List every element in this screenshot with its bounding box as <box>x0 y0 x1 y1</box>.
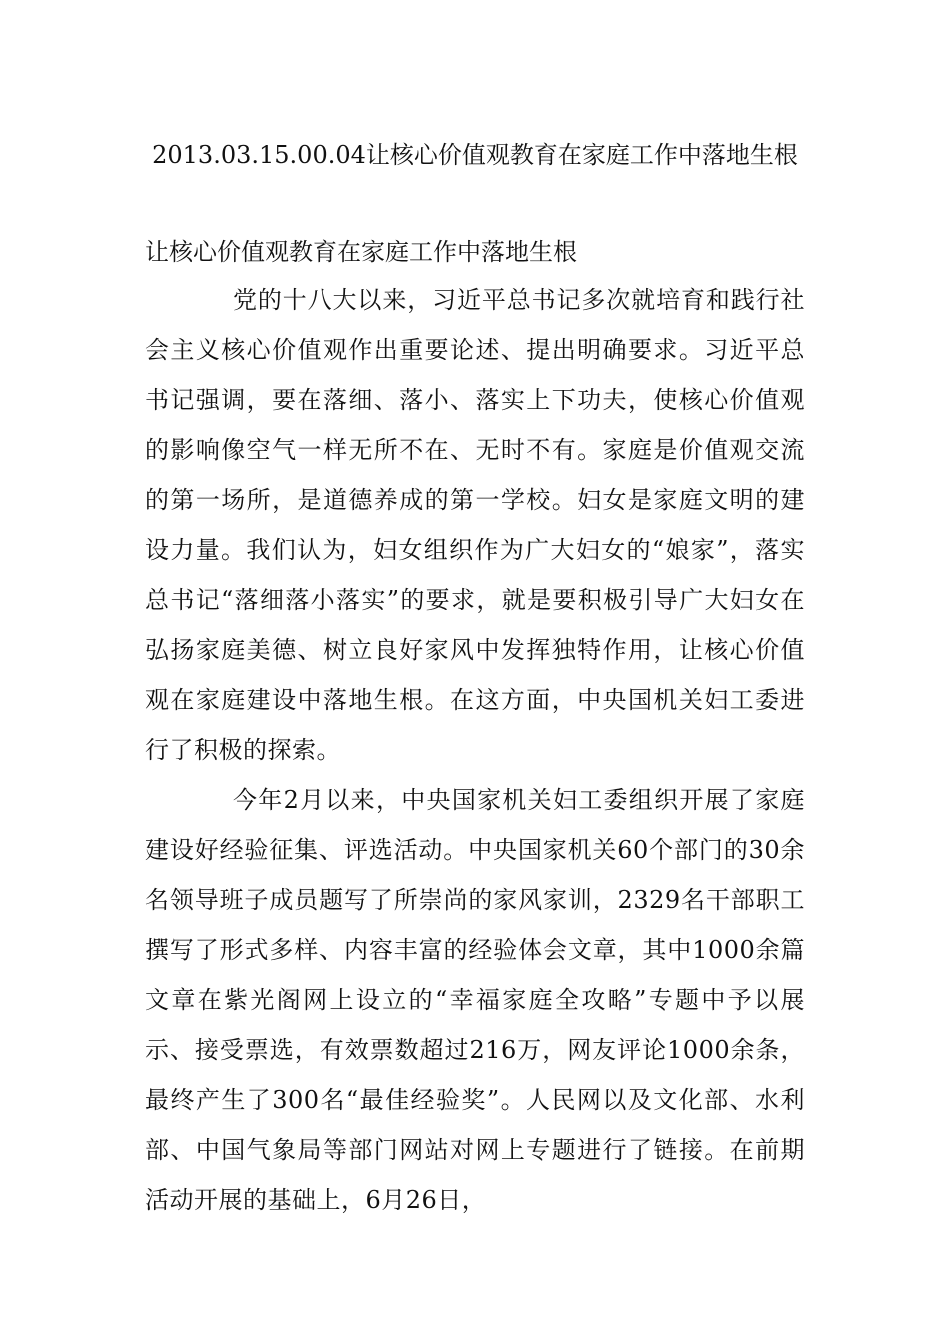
document-subtitle: 让核心价值观教育在家庭工作中落地生根 <box>145 238 577 266</box>
body-paragraph-1: 党的十八大以来，习近平总书记多次就培育和践行社会主义核心价值观作出重要论述、提出明确要求。习近平总书记强调，要在落细、落小、落实上下功夫，使核心价值观的影响像空气一样无所不在、无时不有。家庭是价值观交流的第一场所，是道德养成的第一学校。妇女是家庭文明的建设力量。我们认为，妇女组织作为广大妇女的“娘家”，落实总书记“落细落小落实”的要求，就是要积极引导广大妇女在弘扬家庭美德、树立良好家风中发挥独特作用，让核心价值观在家庭建设中落地生根。在这方面，中央国机关妇工委进行了积极的探索。 <box>145 286 805 764</box>
document-title: 2013.03.15.00.04让核心价值观教育在家庭工作中落地生根 <box>152 141 798 169</box>
body-paragraph-2: 今年2月以来，中央国家机关妇工委组织开展了家庭建设好经验征集、评选活动。中央国家机关60个部门的30余名领导班子成员题写了所崇尚的家风家训，2329名干部职工撰写了形式多样、内容丰富的经验体会文章，其中1000余篇文章在紫光阁网上设立的“幸福家庭全攻略”专题中予以展示、接受票选，有效票数超过216万，网友评论1000余条，最终产生了300名“最佳经验奖”。人民网以及文化部、水利部、中国气象局等部门网站对网上专题进行了链接。在前期活动开展的基础上，6月26日， <box>145 786 805 1214</box>
